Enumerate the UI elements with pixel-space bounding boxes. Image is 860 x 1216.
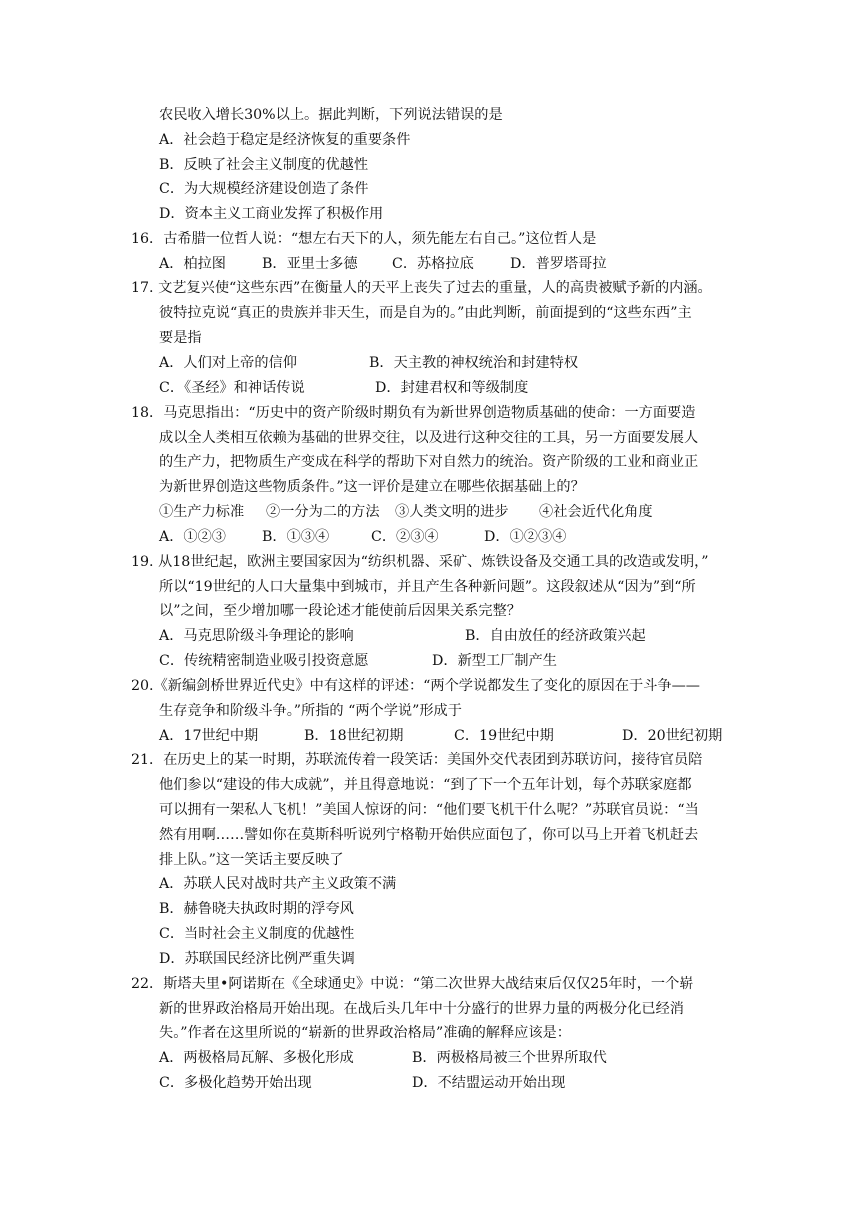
q20-option-a: A．17世纪中期 xyxy=(159,728,259,744)
q15-option-a: A．社会趋于稳定是经济恢复的重要条件 xyxy=(159,132,411,148)
q19-stem-1: 19. 从18世纪起，欧洲主要国家因为“纺织机器、采矿、炼铁设备及交通工具的改造或发明，” xyxy=(131,554,709,570)
q22-stem-2: 新的世界政治格局开始出现。在战后头几年中十分盛行的世界力量的两极分化已经消 xyxy=(159,1001,684,1017)
q21-stem-5: 排上队。”这一笑话主要反映了 xyxy=(159,852,344,868)
q15-option-b: B．反映了社会主义制度的优越性 xyxy=(159,157,369,173)
q15-option-d: D．资本主义工商业发挥了积极作用 xyxy=(159,206,384,222)
q18-item-4: ④社会近代化角度 xyxy=(539,504,653,520)
q22-option-c: C．多极化趋势开始出现 xyxy=(159,1075,312,1091)
q16-option-b: B．亚里士多德 xyxy=(262,256,358,272)
q15-stem: 农民收入增长30%以上。据此判断，下列说法错误的是 xyxy=(159,107,503,123)
q19-option-c: C．传统精密制造业吸引投资意愿 xyxy=(159,653,369,669)
q18-item-3: ③人类文明的进步 xyxy=(395,504,509,520)
q21-option-d: D．苏联国民经济比例严重失调 xyxy=(159,951,355,967)
q18-item-2: ②一分为二的方法 xyxy=(266,504,380,520)
q17-option-d: D．封建君权和等级制度 xyxy=(375,380,529,396)
q20-stem-2: 生存竞争和阶级斗争。”所指的 “两个学说”形成于 xyxy=(159,703,462,719)
q17-stem-3: 要是指 xyxy=(159,330,202,346)
q20-option-d: D．20世纪初期 xyxy=(622,728,723,744)
q21-stem-1: 21．在历史上的某一时期，苏联流传着一段笑话：美国外交代表团到苏联访问，接待官员陪 xyxy=(131,752,703,768)
q18-option-b: B．①③④ xyxy=(262,529,330,545)
q18-stem-3: 的生产力，把物质生产变成在科学的帮助下对自然力的统治。资产阶级的工业和商业正 xyxy=(159,454,699,470)
q22-stem-3: 失。”作者在这里所说的“崭新的世界政治格局”准确的解释应该是： xyxy=(159,1025,571,1041)
q21-option-a: A．苏联人民对战时共产主义政策不满 xyxy=(159,876,397,892)
q16-stem: 16．古希腊一位哲人说：“想左右天下的人，须先能左右自己。”这位哲人是 xyxy=(131,231,597,247)
q22-option-a: A．两极格局瓦解、多极化形成 xyxy=(159,1050,354,1066)
q18-item-1: ①生产力标准 xyxy=(159,504,245,520)
q17-stem-1: 17. 文艺复兴使“这些东西”在衡量人的天平上丧失了过去的重量，人的高贵被赋予新的内涵。 xyxy=(131,280,712,296)
q21-stem-4: 然有用啊……譬如你在莫斯科听说列宁格勒开始供应面包了，你可以马上开着飞机赶去 xyxy=(159,827,699,843)
q21-stem-2: 他们参以“建设的伟大成就”，并且得意地说：“到了下一个五年计划，每个苏联家庭都 xyxy=(159,777,692,793)
q19-option-b: B．自由放任的经济政策兴起 xyxy=(465,628,646,644)
q16-option-d: D．普罗塔哥拉 xyxy=(510,256,607,272)
q20-option-b: B．18世纪初期 xyxy=(304,728,404,744)
q19-option-a: A．马克思阶级斗争理论的影响 xyxy=(159,628,354,644)
q21-option-b: B．赫鲁晓夫执政时期的浮夸风 xyxy=(159,901,354,917)
q21-option-c: C．当时社会主义制度的优越性 xyxy=(159,926,355,942)
q18-stem-1: 18．马克思指出：“历史中的资产阶级时期负有为新世界创造物质基础的使命：一方面要造 xyxy=(131,405,696,421)
q17-option-a: A．人们对上帝的信仰 xyxy=(159,355,297,371)
q19-stem-2: 所以“19世纪的人口大量集中到城市，并且产生各种新问题”。这段叙述从“因为”到“所 xyxy=(159,579,696,595)
q21-stem-3: 可以拥有一架私人飞机！”美国人惊讶的问：“他们要飞机干什么呢？”苏联官员说：“当 xyxy=(159,802,699,818)
q15-option-c: C．为大规模经济建设创造了条件 xyxy=(159,181,369,197)
q17-stem-2: 彼特拉克说“真正的贵族并非天生，而是自为的。”由此判断，前面提到的“这些东西”主 xyxy=(159,305,692,321)
q20-stem-1: 20.《新编剑桥世界近代史》中有这样的评述：“两个学说都发生了变化的原因在于斗争—— xyxy=(131,678,700,694)
q17-option-b: B．天主教的神权统治和封建特权 xyxy=(369,355,579,371)
q16-option-a: A．柏拉图 xyxy=(159,256,226,272)
q20-option-c: C．19世纪中期 xyxy=(454,728,554,744)
q18-option-c: C．②③④ xyxy=(371,529,439,545)
q17-option-c: C．《圣经》和神话传说 xyxy=(159,380,305,396)
q18-option-d: D．①②③④ xyxy=(484,529,567,545)
q18-stem-2: 成以全人类相互依赖为基础的世界交往，以及进行这种交往的工具，另一方面要发展人 xyxy=(159,430,699,446)
q19-stem-3: 以”之间，至少增加哪一段论述才能使前后因果关系完整？ xyxy=(159,603,521,619)
q18-stem-4: 为新世界创造这些物质条件。”这一评价是建立在哪些依据基础上的？ xyxy=(159,479,585,495)
q16-option-c: C．苏格拉底 xyxy=(392,256,474,272)
q19-option-d: D．新型工厂制产生 xyxy=(432,653,557,669)
q22-option-d: D．不结盟运动开始出现 xyxy=(412,1075,566,1091)
q18-option-a: A．①②③ xyxy=(159,529,226,545)
q22-option-b: B．两极格局被三个世界所取代 xyxy=(412,1050,607,1066)
q22-stem-1: 22．斯塔夫里•阿诺斯在《全球通史》中说：“第二次世界大战结束后仅仅25年时，一个崭 xyxy=(131,976,694,992)
